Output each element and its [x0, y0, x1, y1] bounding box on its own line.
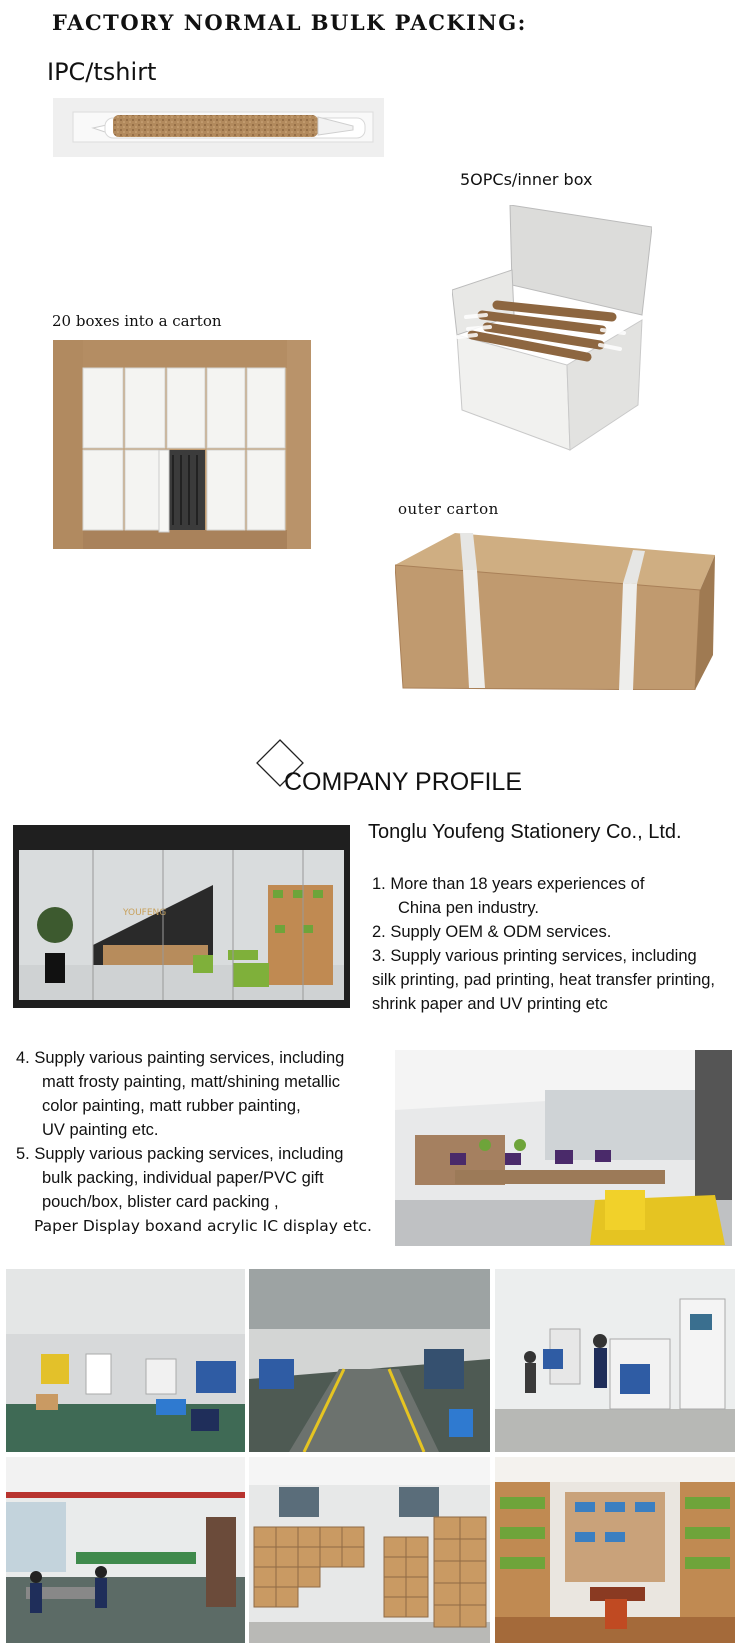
- machinery-photo: [495, 1269, 735, 1452]
- service-line: UV painting etc.: [42, 1121, 159, 1139]
- service-line: matt frosty painting, matt/shining metallic: [42, 1073, 341, 1091]
- carton-with-boxes-photo: [53, 340, 311, 549]
- showroom-photo: [13, 825, 350, 1008]
- service-line: Paper Display boxand acrylic IC display etc.: [34, 1217, 372, 1235]
- inner-box-photo: [452, 205, 652, 455]
- display-room-photo: [495, 1457, 735, 1643]
- services-list-a: [372, 872, 750, 1016]
- service-line: 2. Supply OEM & ODM services.: [372, 923, 612, 941]
- outer-carton-photo: [395, 530, 715, 690]
- inner-box-label: 5OPCs/inner box: [460, 170, 593, 189]
- per-unit-label: IPC/tshirt: [47, 58, 157, 86]
- showroom-sign: YOUFENG: [123, 908, 167, 918]
- factory-floor-photo-1: [6, 1269, 245, 1452]
- outer-carton-label: outer carton: [398, 500, 499, 518]
- service-line: color painting, matt rubber painting,: [42, 1097, 301, 1115]
- service-line: silk printing, pad printing, heat transfer printing,: [372, 971, 716, 989]
- services-list-b: [16, 1046, 391, 1238]
- packing-title: FACTORY NORMAL BULK PACKING:: [52, 10, 527, 35]
- office-photo: [395, 1050, 732, 1246]
- service-line: China pen industry.: [398, 899, 539, 917]
- company-profile-title: COMPANY PROFILE: [284, 768, 523, 796]
- carton-count-label: 20 boxes into a carton: [52, 312, 222, 330]
- service-line: 1. More than 18 years experiences of: [372, 875, 645, 893]
- service-line: shrink paper and UV printing etc: [372, 995, 608, 1013]
- company-name: Tonglu Youfeng Stationery Co., Ltd.: [368, 821, 682, 843]
- warehouse-photo: [249, 1457, 490, 1643]
- service-line: 3. Supply various printing services, including: [372, 947, 697, 965]
- service-line: 4. Supply various painting services, including: [16, 1049, 345, 1067]
- service-line: pouch/box, blister card packing ,: [42, 1193, 279, 1211]
- service-line: bulk packing, individual paper/PVC gift: [42, 1169, 324, 1187]
- service-line: 5. Supply various packing services, including: [16, 1145, 344, 1163]
- single-pen-bag-photo: [53, 98, 384, 157]
- factory-floor-photo-2: [249, 1269, 490, 1452]
- assembly-line-photo: [6, 1457, 245, 1643]
